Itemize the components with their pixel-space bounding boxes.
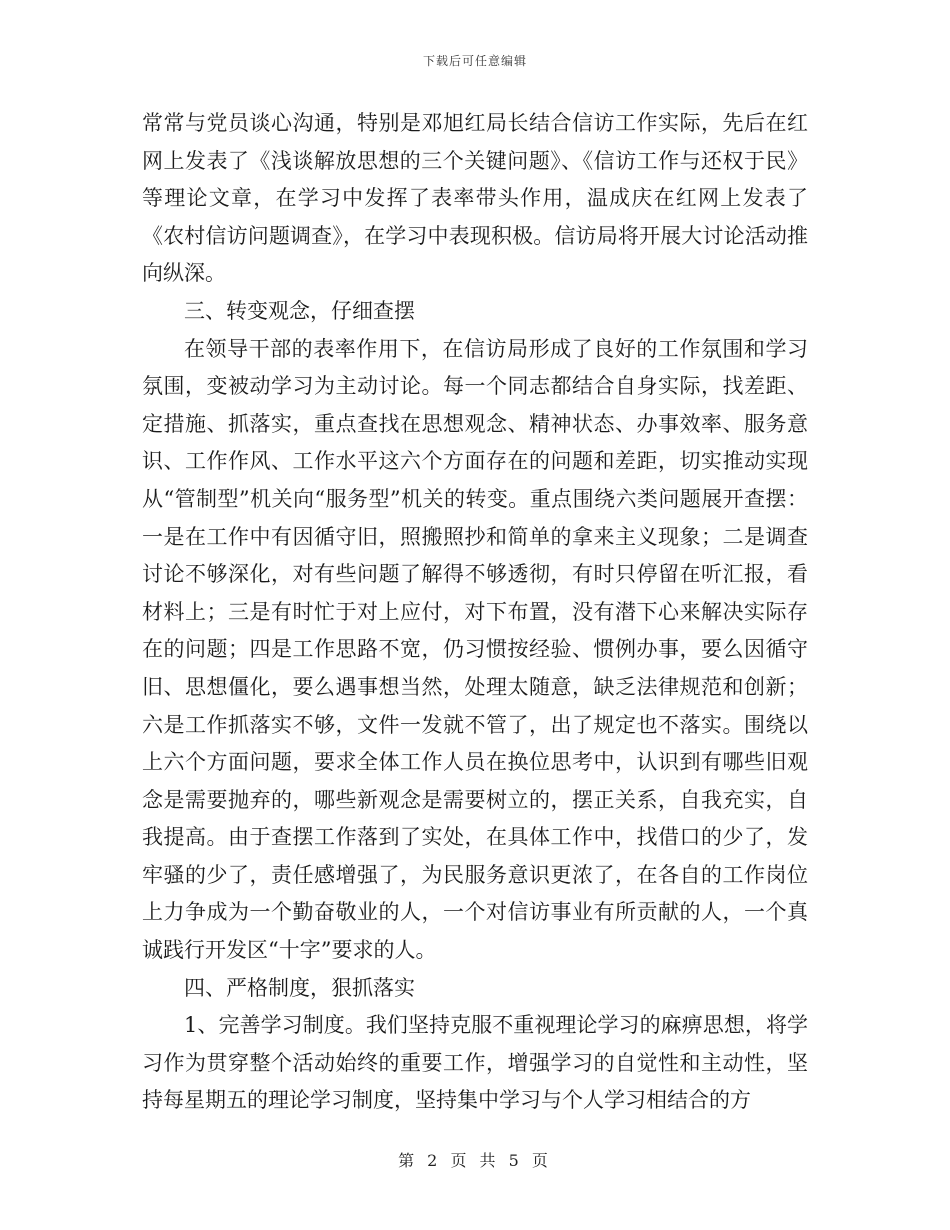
page-header: 下载后可任意编辑 (422, 54, 527, 68)
paragraph-section-3: 在领导干部的表率作用下，在信访局形成了良好的工作氛围和学习氛围，变被动学习为主动讨论。每一个同志都结合自身实际，找差距、定措施、抓落实，重点查找在思想观念、精神状态、办事效率、服务意识、工作作风、工作水平这六个方面存在的问题和差距，切实推动实现从“管制型”机关向“服务型”机关的转变。重点围绕六类问题展开查摆：一是在工作中有因循守旧，照搬照抄和简单的拿来主义现象；二是调查讨论不够深化，对有些问题了解得不够透彻，有时只停留在听汇报，看材料上；三是有时忙于对上应付，对下布置，没有潜下心来解决实际存在的问题；四是工作思路不宽，仍习惯按经验、惯例办事，要么因循守旧、思想僵化，要么遇事想当然，处理太随意，缺乏法律规范和创新；六是工作抓落实不够，文件一发就不管了，出了规定也不落实。围绕以上六个方面问题，要求全体工作人员在换位思考中，认识到有哪些旧观念是需要抛弃的，哪些新观念是需要树立的，摆正关系，自我充实，自我提高。由于查摆工作落到了实处，在具体工作中，找借口的少了，发牢骚的少了，责任感增强了，为民服务意识更浓了，在各自的工作岗位上力争成为一个勤奋敬业的人，一个对信访事业有所贡献的人，一个真诚践行开发区“十字”要求的人。 (142, 336, 808, 963)
section-heading-3: 三、转变观念，仔细查摆 (184, 298, 415, 323)
section-heading-4: 四、严格制度，狠抓落实 (184, 975, 415, 1000)
page-footer: 第 2 页 共 5 页 (398, 1151, 552, 1170)
paragraph-continuation: 常常与党员谈心沟通，特别是邓旭红局长结合信访工作实际，先后在红网上发表了《浅谈解放思想的三个关键问题》、《信访工作与还权于民》等理论文章，在学习中发挥了表率带头作用，温成庆在红网上发表了《农村信访问题调查》，在学习中表现积极。信访局将开展大讨论活动推向纵深。 (142, 111, 808, 286)
paragraph-section-4-item-1: 1、完善学习制度。我们坚持克服不重视理论学习的麻痹思想，将学习作为贯穿整个活动始终的重要工作，增强学习的自觉性和主动性，坚持每星期五的理论学习制度，坚持集中学习与个人学习相结合的方 (142, 1013, 808, 1113)
document-body (142, 105, 808, 1120)
